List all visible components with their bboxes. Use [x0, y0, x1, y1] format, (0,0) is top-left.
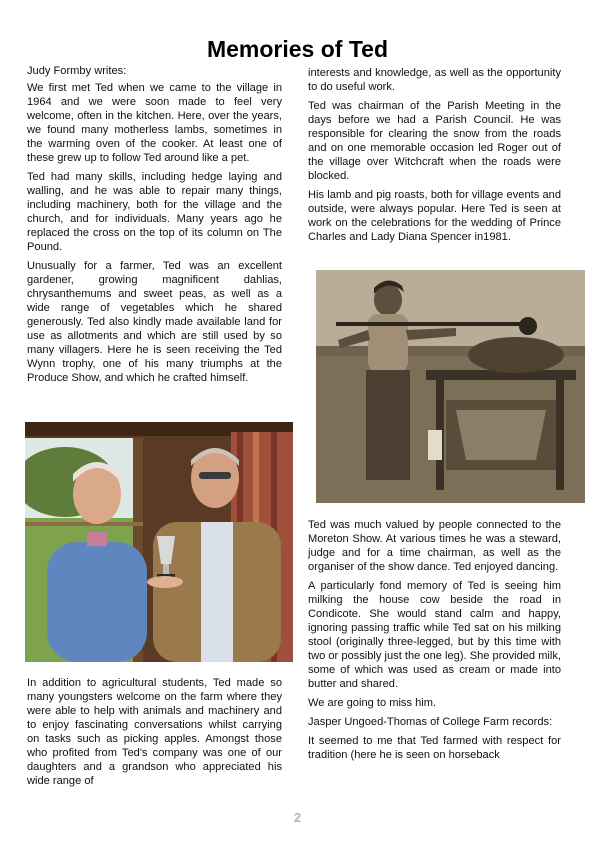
page-number: 2 [293, 810, 302, 825]
paragraph: A particularly fond memory of Ted is seeing him milking the house cow beside the road in Condicote. She would stand calm and happy, ignoring passing traffic while Ted sat on his milking stool (originally three-legged, but by this time with two or possibly just the one leg). She provided milk, some of which was used as cream or made into butter and shared. [308, 580, 561, 690]
paragraph: Ted had many skills, including hedge laying and walling, and he was able to repair many things, including machinery, both for the village and the church, and for individuals. Many years ago he replaced the cross on the top of its column on The Pound. [27, 171, 282, 253]
paragraph: Ted was much valued by people connected to the Moreton Show. At various times he was a steward, judge and for a time chairman, as well as the organiser of the show dance. Ted enjoyed dancing. [308, 519, 561, 573]
paragraph: In addition to agricultural students, Ted made so many youngsters welcome on the farm where they were able to help with animals and machinery and to enjoy fascinating conversations whilst carrying on tasks such as picking apples. Amongst those who profited from Ted's company was one of our daughters and a grandson who appreciated his wide range of [27, 677, 282, 787]
byline: Judy Formby writes: [27, 65, 127, 77]
page-title: Memories of Ted [206, 36, 389, 62]
paragraph: We are going to miss him. [308, 697, 437, 709]
right-column-bottom [308, 518, 561, 767]
paragraph: Jasper Ungoed-Thomas of College Farm records: [308, 716, 553, 728]
paragraph: His lamb and pig roasts, both for village events and outside, were always popular. Here Ted is seen at work on the celebrations for the wedding of Prince Charles and Lady Diana Spencer in1981. [308, 189, 561, 243]
paragraph: It seemed to me that Ted farmed with respect for tradition (here he is seen on horseback [308, 735, 561, 761]
pig-roast-photo [316, 270, 585, 503]
left-column-top [27, 64, 282, 390]
paragraph: interests and knowledge, as well as the opportunity to do useful work. [308, 67, 561, 93]
paragraph: Ted was chairman of the Parish Meeting in the days before we had a Parish Council. He was responsible for clearing the snow from the roads and on one memorable occasion led Roger out of the village over Witchcraft when the roads were blocked. [308, 100, 561, 182]
paragraph: We first met Ted when we came to the village in 1964 and we were soon made to feel very welcome, often in the kitchen. Here, over the years, we found many motherless lambs, sometimes in the warming oven of the cooker. At least one of these grew up to follow Ted around like a pet. [27, 82, 282, 164]
left-column-bottom [27, 676, 282, 793]
trophy-presentation-photo [25, 422, 293, 662]
right-column-top [308, 66, 561, 249]
paragraph: Unusually for a farmer, Ted was an excellent gardener, growing magnificent dahlias, chrysanthemums and sweet peas, as well as a wide range of vegetables which he shared generously. Ted also kindly made available land for use as allotments and which are still used by so many villagers. Here he is seen receiving the Ted Wynn trophy, one of his many triumphs at the Produce Show, and which he crafted himself. [27, 260, 282, 384]
